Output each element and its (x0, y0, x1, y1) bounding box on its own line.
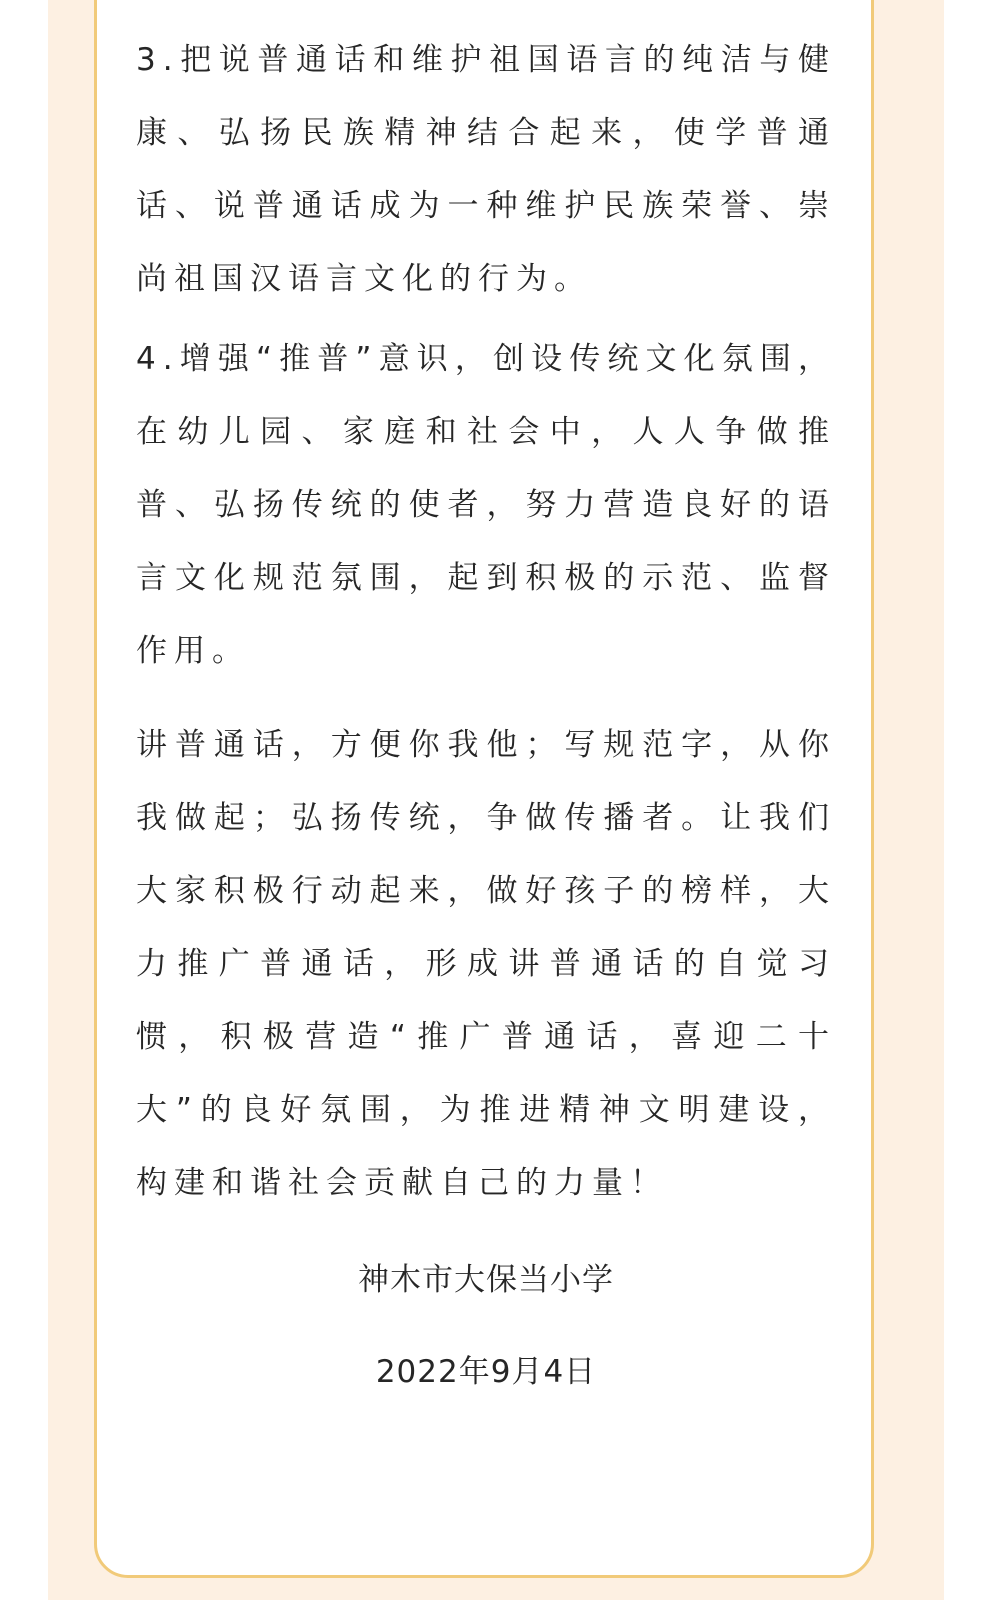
paragraph-4: 4.增强“推普”意识，创设传统文化氛围，在幼儿园、家庭和社会中，人人争做推普、弘扬传统的使者，努力营造良好的语言文化规范氛围，起到积极的示范、监督作用。 (136, 341, 836, 669)
signature-date: 2022年9月4日 (375, 1354, 597, 1390)
closing-paragraph: 讲普通话，方便你我他；写规范字，从你我做起；弘扬传统，争做传播者。让我们大家积极行动起来，做好孩子的榜样，大力推广普通话，形成讲普通话的自觉习惯，积极营造“推广普通话，喜迎二十大”的良好氛围，为推进精神文明建设，构建和谐社会贡献自己的力量！ (136, 727, 836, 1201)
signature-organization: 神木市大保当小学 (358, 1262, 614, 1298)
paragraph-3: 3.把说普通话和维护祖国语言的纯洁与健康、弘扬民族精神结合起来，使学普通话、说普通话成为一种维护民族荣誉、崇尚祖国汉语言文化的行为。 (136, 42, 836, 297)
article-body (136, 24, 836, 1402)
